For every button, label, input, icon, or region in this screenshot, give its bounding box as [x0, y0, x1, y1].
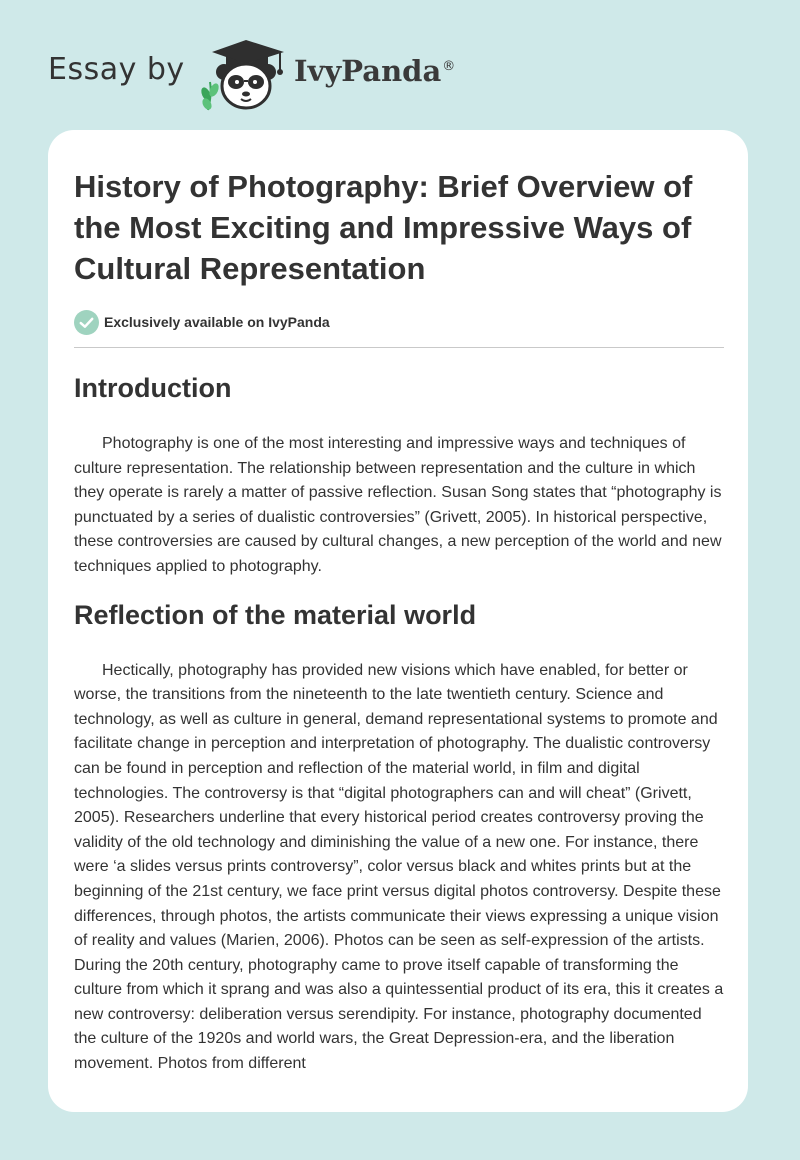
essay-card — [48, 130, 748, 1112]
divider — [74, 347, 724, 348]
paragraph-reflection: Hectically, photography has provided new visions which have enabled, for better or worse, the transitions from the nineteenth to the late twentieth century. Science and technology, as well as culture in general, demand representational systems to promote and facilitate change in perception and interpretation of photography. The dualistic controversy can be found in perception and reflection of the material world, in film and digital technologies. The controversy is that “digital photographers can and will cheat” (Grivett, 2005). Researchers underline that every historical period creates controversy proving the validity of the old technology and diminishing the value of a new one. For instance, there were ‘a slides versus prints controversy”, color versus black and whites prints but at the beginning of the 21st century, we face print versus digital photos controversy. Despite these differences, through photos, the artists communicate their views expressing a unique vision of reality and values (Marien, 2006). Photos can be seen as self-expression of the artists. During the 20th century, photography came to prove itself capable of transforming the culture from which it sprang and was also a quintessential product of its era, this it creates a new controversy: deliberation versus serendipity. For instance, photography documented the culture of the 1920s and world wars, the Great Depression-era, and the liberation movement. Photos from different — [74, 661, 724, 1073]
essay-by-label: Essay by — [48, 52, 185, 87]
panda-graduate-icon[interactable] — [198, 36, 294, 112]
paragraph-introduction: Photography is one of the most interesting and impressive ways and techniques of culture representation. The relationship between representation and the culture in which they operate is rarely a matter of passive reflection. Susan Song states that “photography is punctuated by a series of dualistic controversies” (Grivett, 2005). In historical perspective, these controversies are caused by cultural changes, a new perception of the world and new techniques applied to photography. — [74, 435, 722, 575]
section-heading-reflection: Reflection of the material world — [74, 599, 477, 630]
essay-content — [74, 130, 724, 1077]
section-heading-introduction: Introduction — [74, 373, 232, 403]
exclusive-badge-label: Exclusively available on IvyPanda — [104, 314, 330, 330]
essay-title: History of Photography: Brief Overview of the Most Exciting and Impressive Ways of Cultural Representation — [74, 169, 693, 286]
site-header — [0, 0, 800, 130]
brand-name[interactable]: IvyPanda® — [294, 54, 456, 88]
check-circle-icon — [74, 310, 99, 335]
exclusive-badge — [74, 309, 724, 335]
